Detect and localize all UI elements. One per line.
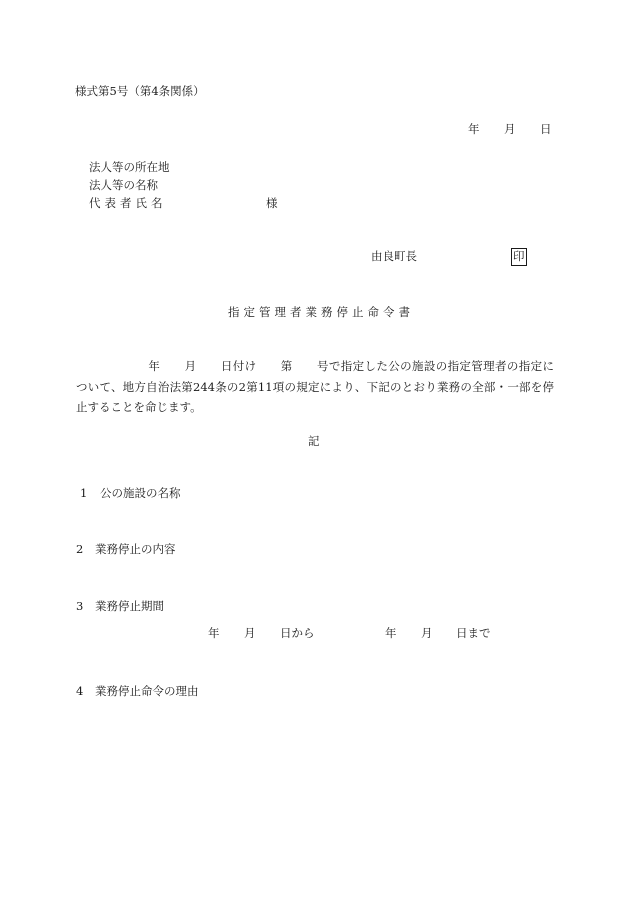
- seal-mark: [511, 248, 527, 266]
- period-to-year: 年: [385, 626, 397, 640]
- item-4-label: 業務停止命令の理由: [95, 684, 199, 698]
- body-dai-label: 第: [280, 359, 293, 373]
- item-2-number: 2: [76, 542, 84, 556]
- addressee-representative-label: 代表者氏名: [89, 196, 167, 210]
- item-1-number: 1: [80, 486, 88, 500]
- date-year-label: 年: [468, 122, 480, 136]
- item-1-label: 公の施設の名称: [100, 486, 181, 500]
- document-title: 指定管理者業務停止命令書: [228, 305, 414, 319]
- item-3-number: 3: [76, 599, 84, 613]
- item-2-label: 業務停止の内容: [95, 542, 176, 556]
- period-to-day: 日まで: [456, 626, 491, 640]
- item-3-label: 業務停止期間: [95, 599, 164, 613]
- body-dated-label: 日付け: [220, 359, 257, 373]
- period-from-day: 日から: [280, 626, 315, 640]
- date-day-label: 日: [540, 122, 552, 136]
- period-from-month: 月: [244, 626, 256, 640]
- issuer-title: 由良町長: [371, 249, 417, 263]
- addressee-location-label: 法人等の所在地: [89, 160, 170, 174]
- body-text: 号で指定した公の施設の指定管理者の指定について、地方自治法第244条の2第11項の規定により、下記のとおり業務の全部・一部を停止することを命じます。: [76, 359, 555, 414]
- date-month-label: 月: [504, 122, 516, 136]
- period-to-month: 月: [421, 626, 433, 640]
- form-number: 様式第5号（第4条関係）: [75, 84, 205, 98]
- addressee-name-label: 法人等の名称: [89, 178, 158, 192]
- body-year-label: 年: [148, 359, 161, 373]
- seal-glyph: 印: [511, 248, 527, 266]
- body-paragraph: [76, 356, 554, 418]
- body-month-label: 月: [184, 359, 197, 373]
- ki-heading: 記: [308, 434, 320, 448]
- addressee-honorific: 様: [266, 196, 278, 210]
- item-4-number: 4: [76, 684, 84, 698]
- period-from-year: 年: [208, 626, 220, 640]
